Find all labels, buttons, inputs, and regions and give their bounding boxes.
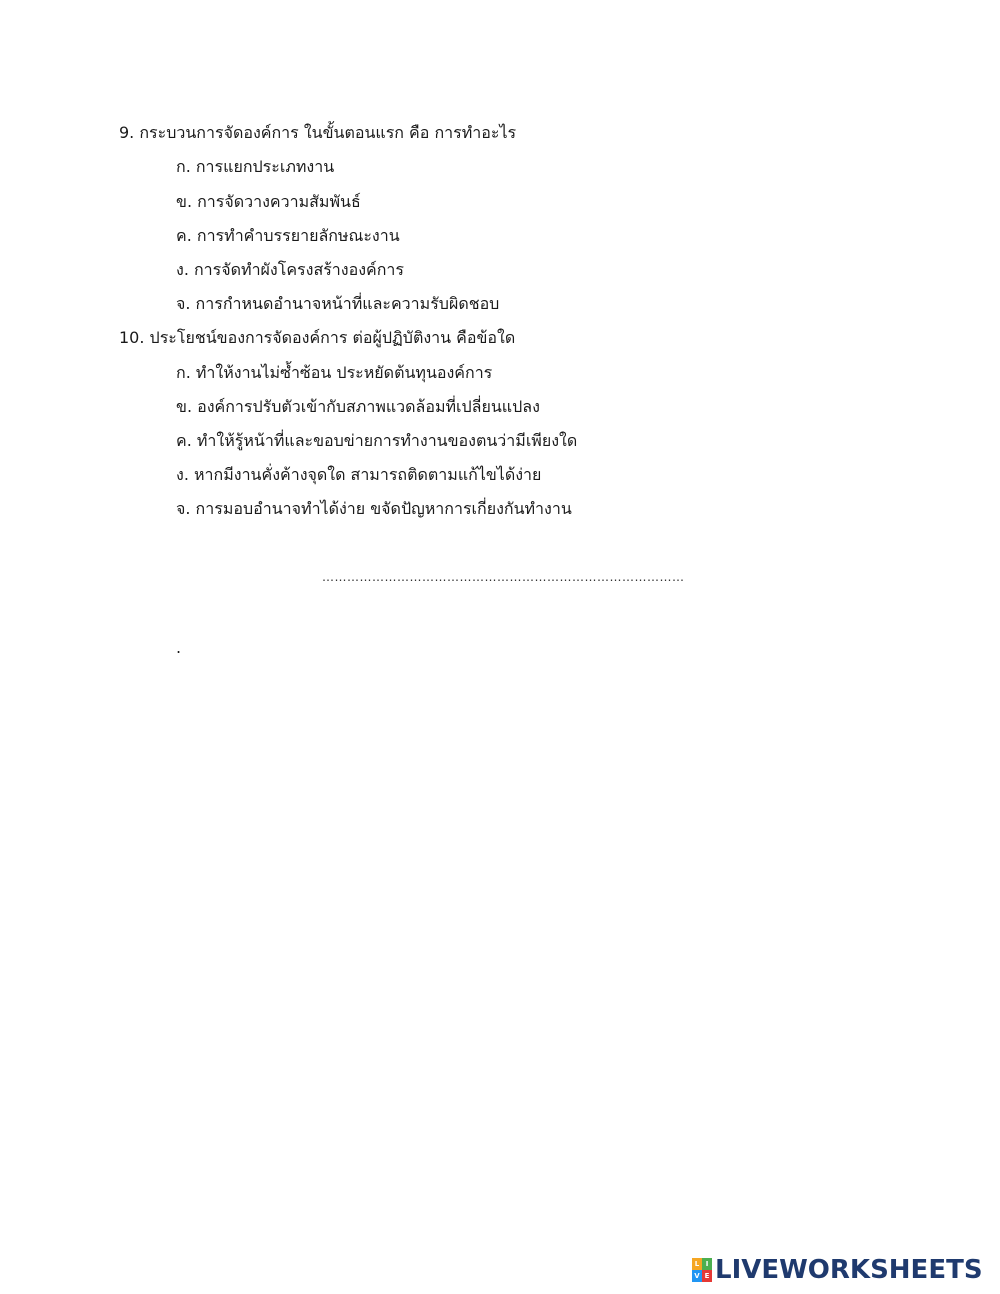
logo-mark-letter: I — [702, 1258, 712, 1270]
logo-mark-letter: E — [702, 1270, 712, 1282]
question-10-stem: 10. ประโยชน์ของการจัดองค์การ ต่อผู้ปฏิบัติงาน คือข้อใด — [119, 328, 516, 347]
question-9-option-b: ข. การจัดวางความสัมพันธ์ — [176, 192, 361, 211]
liveworksheets-logo[interactable] — [692, 1254, 983, 1286]
liveworksheets-logo-mark-icon — [692, 1258, 712, 1282]
question-10-option-c: ค. ทำให้รู้หน้าที่และขอบข่ายการทำงานของตนว่ามีเพียงใด — [176, 431, 578, 450]
question-9-option-e: จ. การกำหนดอำนาจหน้าที่และความรับผิดชอบ — [176, 294, 500, 313]
dotted-divider: …………………………………………………………………………… — [322, 570, 685, 584]
question-9-option-d: ง. การจัดทำผังโครงสร้างองค์การ — [176, 260, 404, 279]
question-9-option-a: ก. การแยกประเภทงาน — [176, 157, 335, 176]
question-10-option-a: ก. ทำให้งานไม่ซ้ำซ้อน ประหยัดต้นทุนองค์การ — [176, 363, 493, 382]
question-9-option-c: ค. การทำคำบรรยายลักษณะงาน — [176, 226, 400, 245]
logo-mark-letter: V — [692, 1270, 702, 1282]
logo-mark-letter: L — [692, 1258, 702, 1270]
question-10-option-b: ข. องค์การปรับตัวเข้ากับสภาพแวดล้อมที่เปลี่ยนแปลง — [176, 397, 540, 416]
question-10-option-d: ง. หากมีงานคั่งค้างจุดใด สามารถติดตามแก้ไขได้ง่าย — [176, 465, 542, 484]
question-9-stem: 9. กระบวนการจัดองค์การ ในขั้นตอนแรก คือ การทำอะไร — [119, 123, 517, 142]
question-10-option-e: จ. การมอบอำนาจทำได้ง่าย ขจัดปัญหาการเกี่ยงกันทำงาน — [176, 499, 572, 518]
stray-period: . — [176, 638, 182, 657]
liveworksheets-logo-text: LIVEWORKSHEETS — [715, 1255, 983, 1285]
